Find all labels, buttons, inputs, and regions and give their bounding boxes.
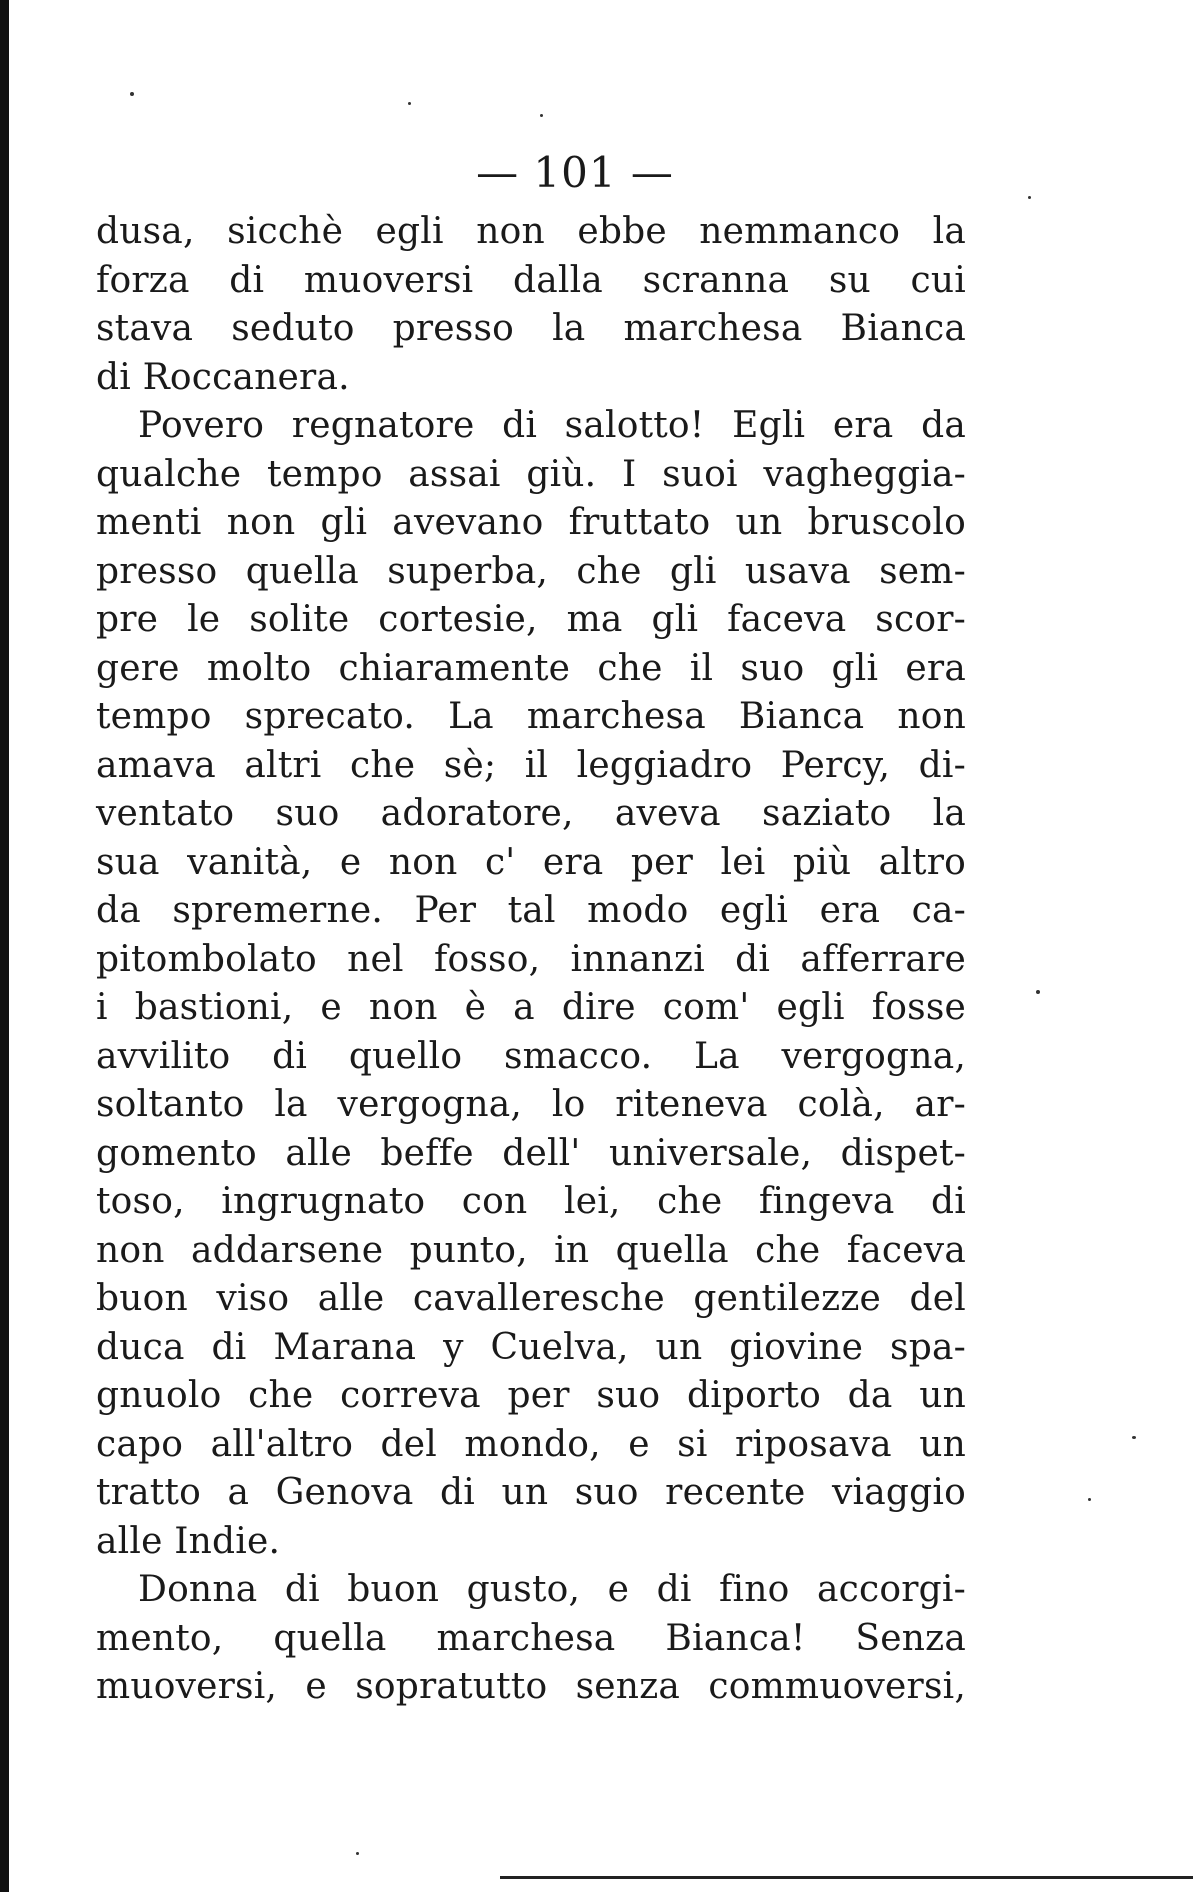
text-line: non addarsene punto, in quella che faceva	[96, 1229, 966, 1271]
page-number: — 101 —	[476, 148, 674, 197]
text-line: soltanto la vergogna, lo riteneva colà, ar-	[96, 1084, 966, 1125]
bottom-scan-line	[500, 1876, 1193, 1879]
text-line: di Roccanera.	[96, 356, 350, 398]
scan-speck	[540, 114, 543, 117]
text-line: forza di muoversi dalla scranna su cui	[96, 259, 966, 301]
text-line: presso quella superba, che gli usava sem-	[96, 550, 966, 592]
text-line: buon viso alle cavalleresche gentilezze del	[96, 1278, 966, 1319]
scan-speck	[1036, 990, 1040, 994]
text-line: stava seduto presso la marchesa Bianca	[96, 308, 966, 349]
text-line: Povero regnatore di salotto! Egli era da	[138, 405, 966, 446]
body-text	[96, 208, 966, 1712]
scan-speck	[130, 92, 134, 96]
text-line: sua vanità, e non c' era per lei più altro	[96, 841, 966, 883]
text-line: gere molto chiaramente che il suo gli era	[96, 647, 966, 689]
scan-speck	[356, 1852, 359, 1855]
text-line: avvilito di quello smacco. La vergogna,	[96, 1035, 966, 1077]
text-line: i bastioni, e non è a dire com' egli fosse	[96, 987, 966, 1028]
scan-speck	[1132, 1436, 1136, 1439]
text-line: mento, quella marchesa Bianca! Senza	[96, 1617, 966, 1659]
binding-edge	[0, 0, 9, 1892]
text-line: da spremerne. Per tal modo egli era ca-	[96, 890, 966, 931]
text-line: ventato suo adoratore, aveva saziato la	[96, 793, 966, 834]
text-line: dusa, sicchè egli non ebbe nemmanco la	[96, 211, 966, 252]
text-line: qualche tempo assai giù. I suoi vagheggia-	[96, 453, 966, 495]
text-line: amava altri che sè; il leggiadro Percy, di-	[96, 744, 966, 786]
text-line: pre le solite cortesie, ma gli faceva scor-	[96, 599, 966, 640]
text-line: tratto a Genova di un suo recente viaggio	[96, 1472, 966, 1513]
text-line: muoversi, e sopratutto senza commuoversi,	[96, 1666, 966, 1707]
text-line: toso, ingrugnato con lei, che fingeva di	[96, 1181, 966, 1222]
scan-speck	[408, 102, 411, 105]
scan-speck	[1088, 1498, 1091, 1501]
text-line: pitombolato nel fosso, innanzi di afferrare	[96, 938, 966, 980]
text-line: gomento alle beffe dell' universale, dispet-	[96, 1132, 966, 1174]
text-line: duca di Marana y Cuelva, un giovine spa-	[96, 1326, 966, 1368]
text-line: tempo sprecato. La marchesa Bianca non	[96, 696, 966, 737]
text-line: menti non gli avevano fruttato un bruscolo	[96, 502, 966, 543]
text-line: gnuolo che correva per suo diporto da un	[96, 1375, 966, 1416]
text-line: alle Indie.	[96, 1520, 281, 1562]
text-line: capo all'altro del mondo, e si riposava un	[96, 1423, 966, 1465]
text-line: Donna di buon gusto, e di fino accorgi-	[138, 1569, 966, 1610]
